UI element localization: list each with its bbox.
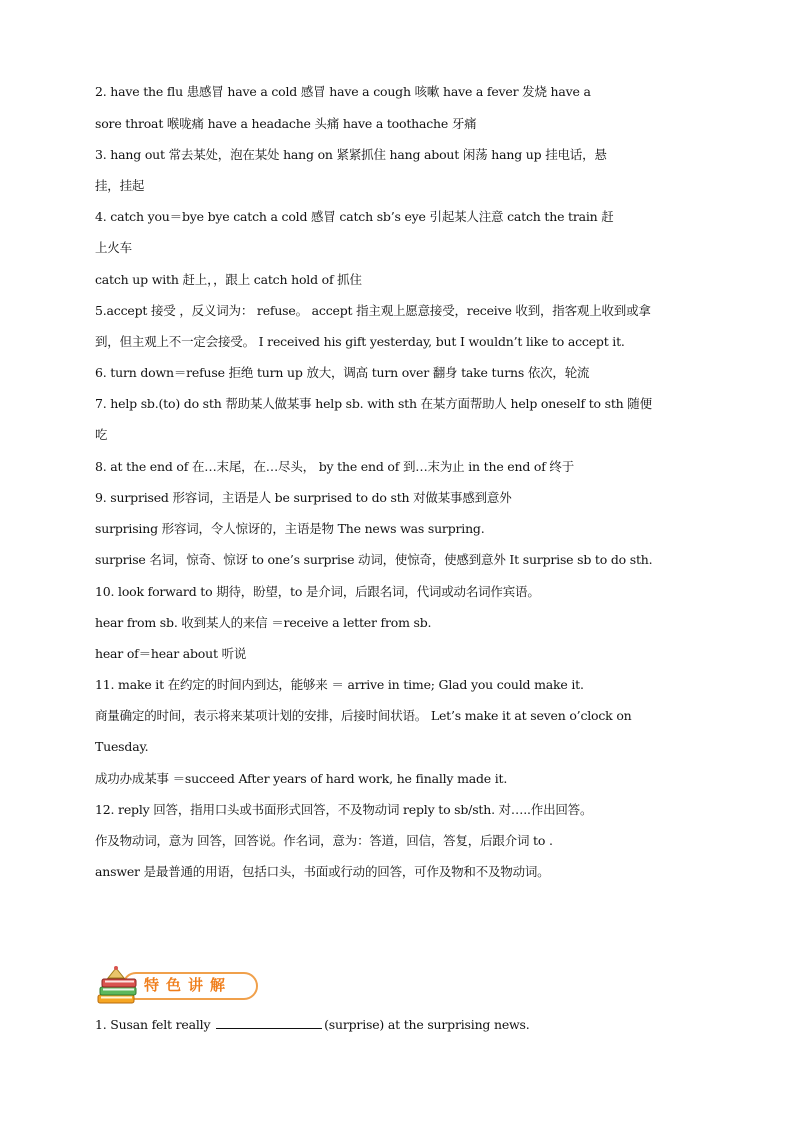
text-line: 9. surprised 形容词，主语是人 be surprised to do sth 对做某事感到意外 bbox=[95, 490, 512, 505]
text-line: 11. make it 在约定的时间内到达，能够来 ＝ arrive in time; Glad you could make it. bbox=[95, 677, 584, 692]
text-line: 2. have the flu 患感冒 have a cold 感冒 have a cough 咳嗽 have a fever 发烧 have a bbox=[95, 84, 591, 99]
exercise-prefix: 1. Susan felt really bbox=[95, 1017, 215, 1032]
exercise-suffix: (surprise) at the surprising news. bbox=[324, 1017, 530, 1032]
text-line: 6. turn down＝refuse 拒绝 turn up 放大，调高 turn over 翻身 take turns 依次，轮流 bbox=[95, 365, 590, 380]
text-line: 商量确定的时间，表示将来某项计划的安排，后接时间状语。 Let’s make it at seven o’clock on bbox=[95, 708, 632, 723]
section-title: 特色讲解 bbox=[144, 976, 233, 994]
text-line: 5.accept 接受 ，反义词为： refuse。 accept 指主观上愿意接受，receive 收到，指客观上收到或拿 bbox=[95, 303, 651, 318]
text-line: 10. look forward to 期待，盼望，to 是介词，后跟名词，代词或动名词作宾语。 bbox=[95, 584, 540, 599]
text-line: 12. reply 回答，指用口头或书面形式回答，不及物动词 reply to sb/sth. 对…..作出回答。 bbox=[95, 802, 593, 817]
text-line: 到，但主观上不一定会接受。 I received his gift yesterday, but I wouldn’t like to accept it. bbox=[95, 334, 625, 349]
exercise-line bbox=[95, 1016, 530, 1033]
text-line: surprise 名词，惊奇、惊讶 to one’s surprise 动词，使惊奇，使感到意外 It surprise sb to do sth. bbox=[95, 552, 653, 567]
text-line: 上火车 bbox=[95, 240, 132, 255]
answer-blank[interactable] bbox=[216, 1016, 322, 1029]
text-line: 7. help sb.(to) do sth 帮助某人做某事 help sb. with sth 在某方面帮助人 help oneself to sth 随便 bbox=[95, 396, 652, 411]
section-banner bbox=[96, 965, 261, 1007]
text-line: 挂，挂起 bbox=[95, 178, 145, 193]
text-line: 3. hang out 常去某处，泡在某处 hang on 紧紧抓住 hang about 闲荡 hang up 挂电话，悬 bbox=[95, 147, 607, 162]
text-line: sore throat 喉咙痛 have a headache 头痛 have a toothache 牙痛 bbox=[95, 116, 477, 131]
text-line: 4. catch you＝bye bye catch a cold 感冒 catch sb’s eye 引起某人注意 catch the train 赶 bbox=[95, 209, 614, 224]
text-line: 作及物动词，意为 回答，回答说。作名词，意为：答道，回信，答复，后跟介词 to . bbox=[95, 833, 553, 848]
books-icon bbox=[96, 965, 140, 1007]
text-line: hear of＝hear about 听说 bbox=[95, 646, 247, 661]
text-line: 吃 bbox=[95, 427, 108, 442]
text-line: surprising 形容词，令人惊讶的，主语是物 The news was surpring. bbox=[95, 521, 485, 536]
text-line: 成功办成某事 ＝succeed After years of hard work, he finally made it. bbox=[95, 771, 508, 786]
text-line: Tuesday. bbox=[95, 739, 149, 754]
text-line: catch up with 赶上，，跟上 catch hold of 抓住 bbox=[95, 272, 362, 287]
text-line: 8. at the end of 在…末尾，在…尽头， by the end of 到…末为止 in the end of 终于 bbox=[95, 459, 575, 474]
text-line: hear from sb. 收到某人的来信 ＝receive a letter from sb. bbox=[95, 615, 432, 630]
text-line: answer 是最普通的用语，包括口头，书面或行动的回答，可作及物和不及物动词。 bbox=[95, 864, 550, 879]
